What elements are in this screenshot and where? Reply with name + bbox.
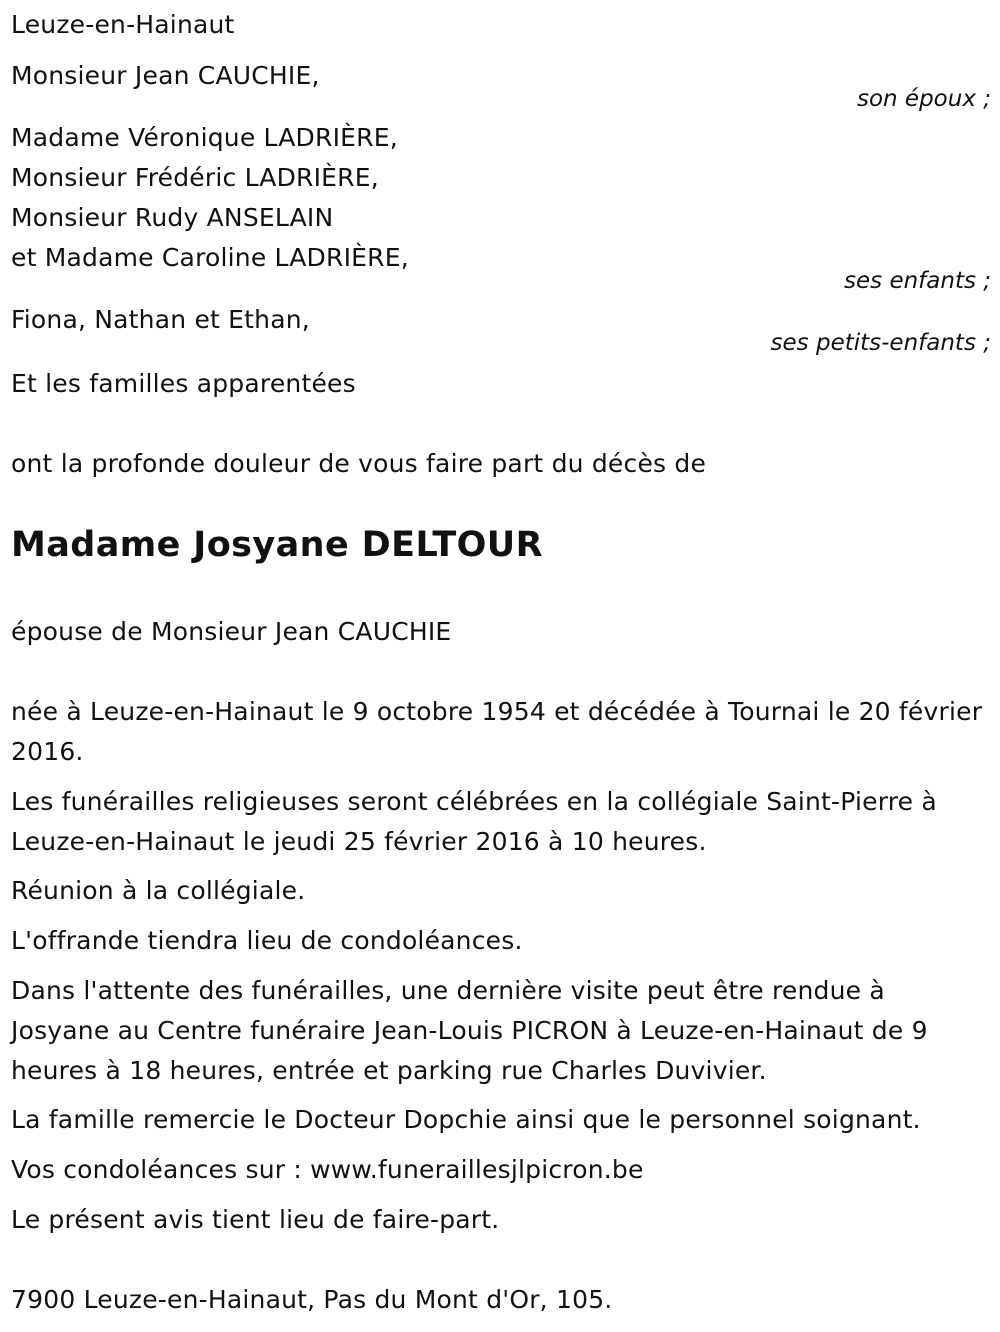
location-heading: Leuze-en-Hainaut [11,10,235,39]
condolences-line: Vos condoléances sur : www.funeraillesjlpicron.be [11,1155,644,1184]
child-name-3: Monsieur Rudy ANSELAIN [11,203,334,232]
relatives-line: Et les familles apparentées [11,369,356,398]
meeting-line: Réunion à la collégiale. [11,876,306,905]
obituary-page [11,0,991,1332]
children-relation: ses enfants ; [844,268,991,294]
birth-death-paragraph: née à Leuze-en-Hainaut le 9 octobre 1954 et décédée à Tournai le 20 février 2016. [11,697,983,766]
spouse-of-line: épouse de Monsieur Jean CAUCHIE [11,617,452,646]
grandchildren-names: Fiona, Nathan et Ethan, [11,305,310,334]
deceased-name: Madame Josyane DELTOUR [11,525,543,565]
announcement-intro: ont la profonde douleur de vous faire part du décès de [11,449,707,478]
offering-line: L'offrande tiendra lieu de condoléances. [11,926,523,955]
funeral-paragraph: Les funérailles religieuses seront célébrées en la collégiale Saint-Pierre à Leuze-en-Hainaut le jeudi 25 février 2016 à 10 heures. [11,787,937,856]
spouse-relation: son époux ; [856,86,991,112]
visit-paragraph: Dans l'attente des funérailles, une dernière visite peut être rendue à Josyane au Centre funéraire Jean-Louis PICRON à Leuze-en-Hainaut de 9 heures à 18 heures, entrée et parking rue Charles Duvivier. [11,976,928,1085]
child-name-4: et Madame Caroline LADRIÈRE, [11,243,409,272]
grandchildren-relation: ses petits-enfants ; [770,330,991,356]
address-line: 7900 Leuze-en-Hainaut, Pas du Mont d'Or, 105. [11,1285,613,1314]
notice-line: Le présent avis tient lieu de faire-part. [11,1205,500,1234]
thanks-line: La famille remercie le Docteur Dopchie ainsi que le personnel soignant. [11,1105,921,1134]
child-name-2: Monsieur Frédéric LADRIÈRE, [11,163,379,192]
spouse-name: Monsieur Jean CAUCHIE, [11,61,320,90]
child-name-1: Madame Véronique LADRIÈRE, [11,123,398,152]
